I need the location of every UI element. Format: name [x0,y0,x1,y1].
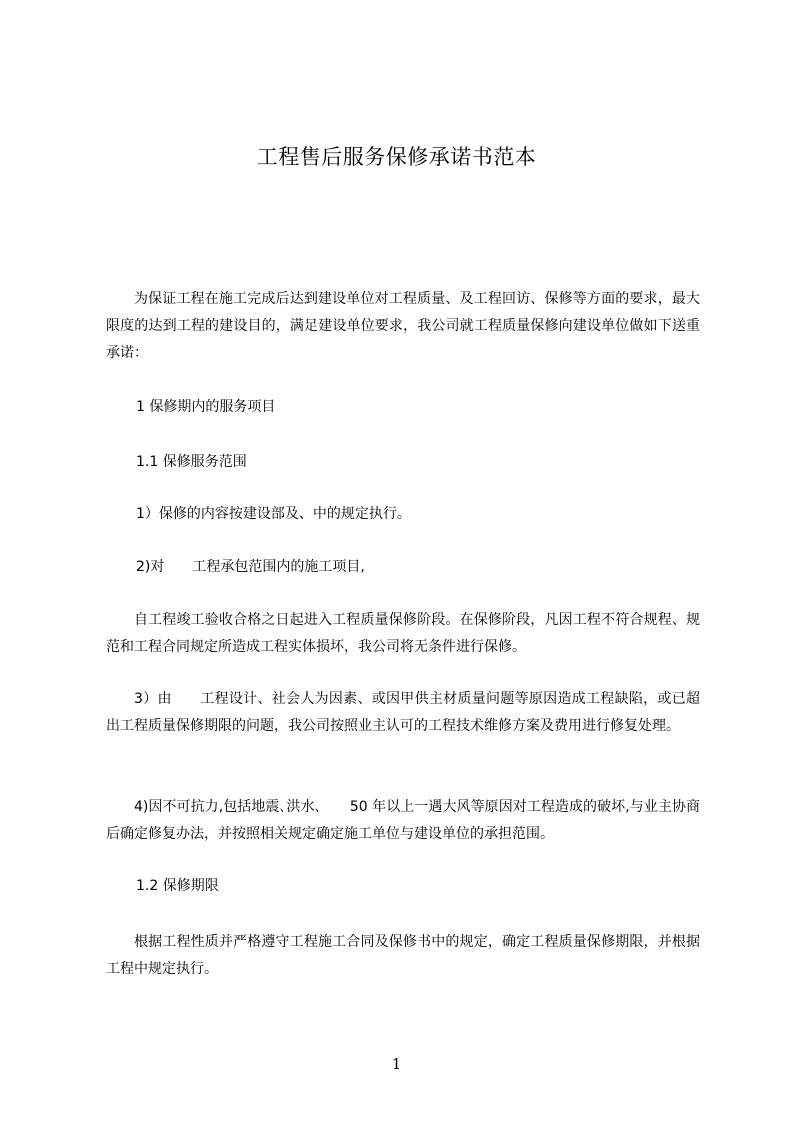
paragraph-item-1: 1）保修的内容按建设部及、中的规定执行。 [136,506,411,522]
section-heading-1: 1 保修期内的服务项目 [136,399,276,415]
paragraph-warranty-stage: 自工程竣工验收合格之日起进入工程质量保修阶段。在保修阶段，凡因工程不符合规程、规范和工程合同规定所造成工程实体损坏，我公司将无条件进行保修。 [106,612,700,655]
section-heading-1-1: 1.1 保修服务范围 [136,454,247,470]
paragraph-item-2: 2)对 工程承包范围内的施工项目, [136,559,365,575]
paragraph-intro: 为保证工程在施工完成后达到建设单位对工程质量、及工程回访、保修等方面的要求，最大限度的达到工程的建设目的，满足建设单位要求，我公司就工程质量保修向建设单位做如下送重承诺： [106,291,700,361]
paragraph-item-4: 4)因不可抗力,包括地震､洪水､ 50 年以上一遇大风等原因对工程造成的破坏,与业主协商后确定修复办法，并按照相关规定确定施工单位与建设单位的承担范围。 [106,799,700,842]
document-title: 工程售后服务保修承诺书范本 [256,145,537,169]
paragraph-item-3: 3）由 工程设计、社会人为因素、或因甲供主材质量问题等原因造成工程缺陷，或已超出工程质量保修期限的问题，我公司按照业主认可的工程技术维修方案及费用进行修复处理。 [106,691,700,734]
page-number: 1 [391,1055,402,1073]
section-heading-1-2: 1.2 保修期限 [136,878,219,894]
paragraph-warranty-period: 根据工程性质并严格遵守工程施工合同及保修书中的规定，确定工程质量保修期限，并根据工程中规定执行。 [106,934,700,977]
